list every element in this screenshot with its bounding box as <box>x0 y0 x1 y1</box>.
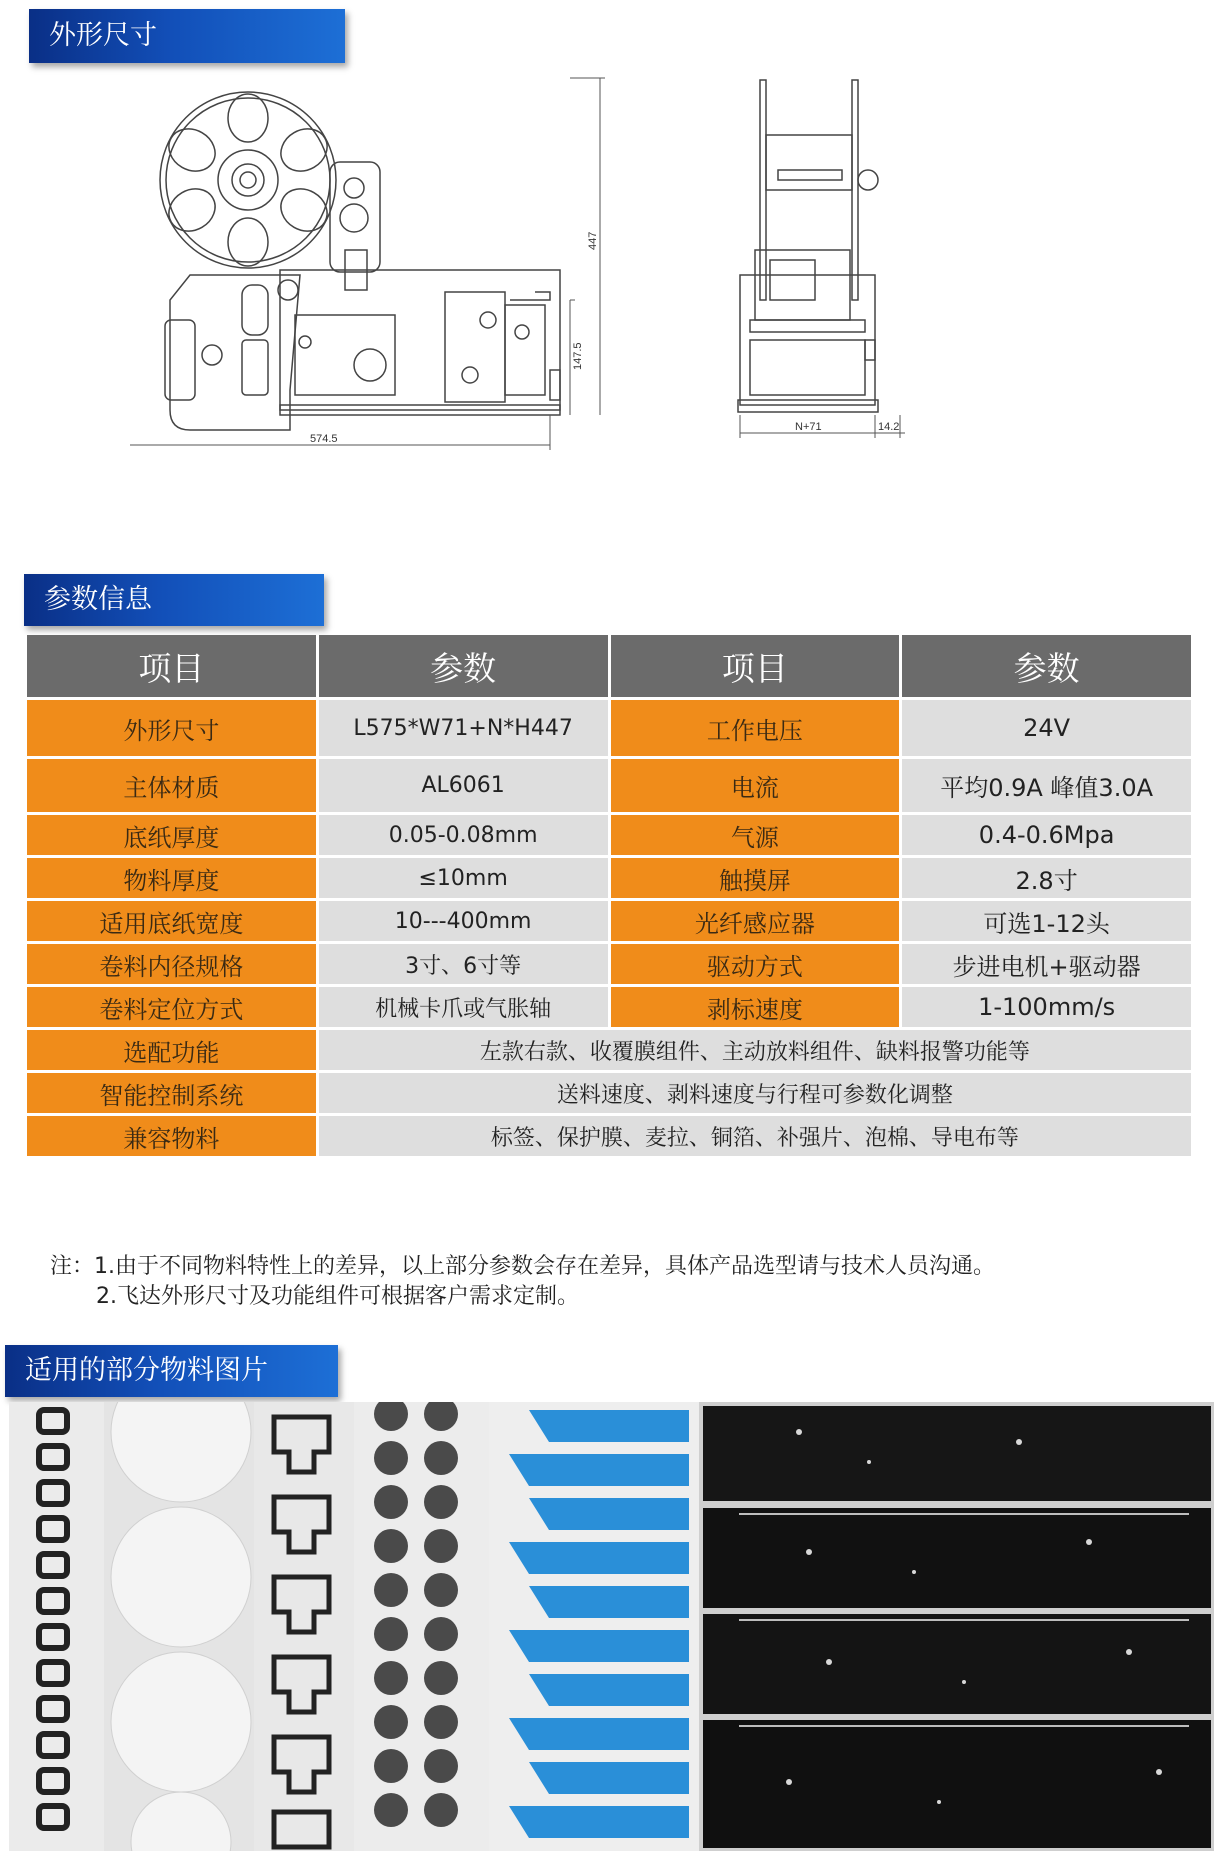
cell-key: 光纤感应器 <box>611 901 900 941</box>
cell-value-wide: 左款右款、收覆膜组件、主动放料组件、缺料报警功能等 <box>319 1030 1191 1070</box>
reel-outline <box>160 92 336 268</box>
cell-value: 平均0.9A 峰值3.0A <box>902 759 1191 812</box>
cell-value: AL6061 <box>319 759 608 812</box>
cell-value: 0.05-0.08mm <box>319 815 608 855</box>
cell-key: 适用底纸宽度 <box>27 901 316 941</box>
cell-value: ≤10mm <box>319 858 608 898</box>
cell-key: 电流 <box>611 759 900 812</box>
header-param-2: 参数 <box>902 635 1191 697</box>
header-param-1: 参数 <box>319 635 608 697</box>
params-table <box>24 632 1194 1159</box>
dimension-drawing <box>130 70 1090 550</box>
notes <box>50 1252 995 1312</box>
section-title-materials: 适用的部分物料图片 <box>5 1345 338 1397</box>
table-row <box>27 858 1191 898</box>
cell-value-wide: 标签、保护膜、麦拉、铜箔、补强片、泡棉、导电布等 <box>319 1116 1191 1156</box>
cell-value: 机械卡爪或气胀轴 <box>319 987 608 1027</box>
table-row <box>27 1030 1191 1070</box>
note-line-2: 2.飞达外形尺寸及功能组件可根据客户需求定制。 <box>96 1284 579 1309</box>
section-title-params: 参数信息 <box>24 574 324 626</box>
dim-lower-label: 147.5 <box>572 342 584 370</box>
table-row <box>27 1073 1191 1113</box>
header-item-1: 项目 <box>27 635 316 697</box>
material-photo-outline-gaskets <box>254 1402 354 1851</box>
dim-height-label: 447 <box>587 231 599 250</box>
table-row <box>27 815 1191 855</box>
dim-width-label: 574.5 <box>310 433 338 445</box>
cell-value: 步进电机+驱动器 <box>902 944 1191 984</box>
cell-value: 0.4-0.6Mpa <box>902 815 1191 855</box>
cell-key: 智能控制系统 <box>27 1073 316 1113</box>
cell-key: 卷料内径规格 <box>27 944 316 984</box>
cell-key: 触摸屏 <box>611 858 900 898</box>
dim-side-offset-label: 14.2 <box>878 421 900 433</box>
cell-key: 工作电压 <box>611 700 900 756</box>
cell-key: 外形尺寸 <box>27 700 316 756</box>
table-header-row <box>27 635 1191 697</box>
section-title-dimensions: 外形尺寸 <box>29 9 345 63</box>
table-row <box>27 987 1191 1027</box>
cell-key: 气源 <box>611 815 900 855</box>
material-photo-black-film <box>699 1402 1214 1851</box>
cell-key: 驱动方式 <box>611 944 900 984</box>
material-photo-round-pads <box>104 1402 254 1851</box>
cell-key: 兼容物料 <box>27 1116 316 1156</box>
cell-value: 10---400mm <box>319 901 608 941</box>
materials-photo-strip <box>9 1402 1214 1851</box>
material-photo-blue-strips <box>489 1402 699 1851</box>
cell-key: 卷料定位方式 <box>27 987 316 1027</box>
note-line-1: 注：1.由于不同物料特性上的差异，以上部分参数会存在差异，具体产品选型请与技术人员沟通。 <box>50 1254 995 1279</box>
cell-value-wide: 送料速度、剥料速度与行程可参数化调整 <box>319 1073 1191 1113</box>
table-row <box>27 944 1191 984</box>
cell-value: 3寸、6寸等 <box>319 944 608 984</box>
cell-key: 底纸厚度 <box>27 815 316 855</box>
cell-value: 1-100mm/s <box>902 987 1191 1027</box>
table-row <box>27 700 1191 756</box>
table-row <box>27 1116 1191 1156</box>
cell-key: 主体材质 <box>27 759 316 812</box>
cell-value: 24V <box>902 700 1191 756</box>
cell-value: L575*W71+N*H447 <box>319 700 608 756</box>
material-photo-foam-dots <box>354 1402 489 1851</box>
cell-value: 可选1-12头 <box>902 901 1191 941</box>
material-photo-gasket-chain <box>9 1402 104 1851</box>
cell-key: 选配功能 <box>27 1030 316 1070</box>
dim-side-width-label: N+71 <box>795 421 822 433</box>
table-row <box>27 759 1191 812</box>
header-item-2: 项目 <box>611 635 900 697</box>
cell-key: 剥标速度 <box>611 987 900 1027</box>
table-row <box>27 901 1191 941</box>
cell-value: 2.8寸 <box>902 858 1191 898</box>
cell-key: 物料厚度 <box>27 858 316 898</box>
